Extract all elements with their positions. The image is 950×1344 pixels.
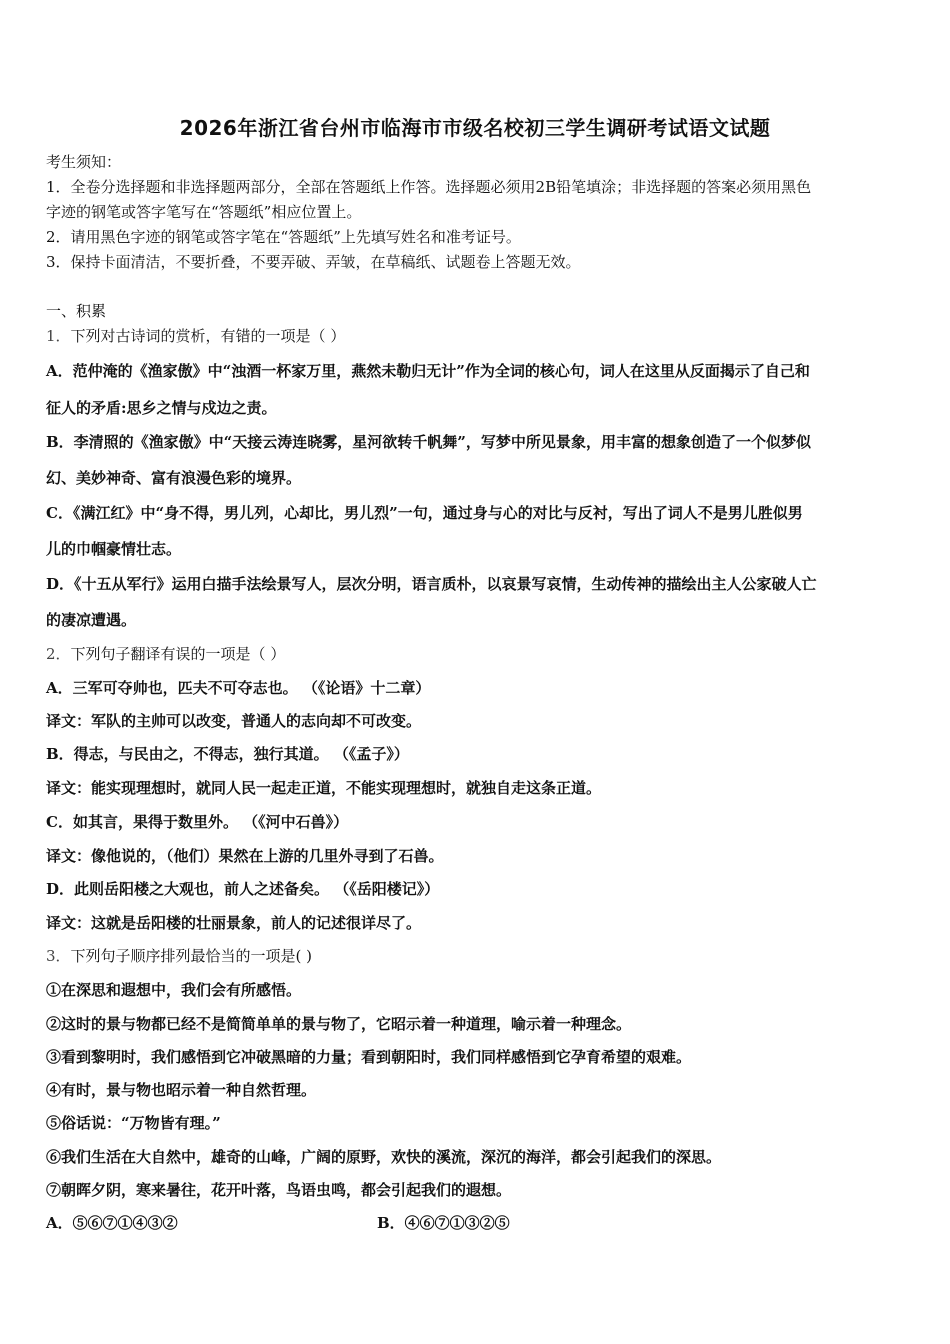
q1-option-a-line1: A．范仲淹的《渔家傲》中“浊酒一杯家万里，燕然未勒归无计”作为全词的核心句，词人在这里从反面揭示了自己和: [46, 362, 810, 380]
question-2-stem: [46, 644, 285, 664]
q1-option-c-line2: 儿的巾帼豪情壮志。: [46, 540, 182, 558]
q2-option-c-translation: 译文：像他说的，（他们）果然在上游的几里外寻到了石兽。: [46, 847, 444, 865]
q3-sentence-5: ⑤俗话说：“万物皆有理。”: [46, 1114, 221, 1132]
q3-sentence-7: ⑦朝晖夕阴，寒来暑往，花开叶落，鸟语虫鸣，都会引起我们的遐想。: [46, 1181, 512, 1199]
q3-sentence-1: ①在深思和遐想中，我们会有所感悟。: [46, 981, 302, 999]
q3-sentence-2: ②这时的景与物都已经不是简简单单的景与物了，它昭示着一种道理，喻示着一种理念。: [46, 1015, 632, 1033]
q3-option-a: A．⑤⑥⑦①④③②: [46, 1214, 178, 1232]
question-1-stem: [46, 326, 345, 346]
q2-option-a-translation: 译文：军队的主帅可以改变，普通人的志向却不可改变。: [46, 712, 422, 730]
q1-option-b-line2: 幻、美妙神奇、富有浪漫色彩的境界。: [46, 469, 302, 487]
q1-option-d-line2: 的凄凉遭遇。: [46, 611, 137, 629]
question-number: 3．: [46, 947, 71, 965]
q1-option-b-line1: B．李清照的《渔家傲》中“天接云涛连晓雾，星河欲转千帆舞”，写梦中所见景象，用丰富的想象创造了一个似梦似: [46, 433, 811, 451]
q3-sentence-6: ⑥我们生活在大自然中，雄奇的山峰，广阔的原野，欢快的溪流，深沉的海洋，都会引起我们的深思。: [46, 1148, 722, 1166]
q3-sentence-4: ④有时，景与物也昭示着一种自然哲理。: [46, 1081, 317, 1099]
q2-option-b: B．得志，与民由之，不得志，独行其道。 （《孟子》）: [46, 745, 409, 763]
section-heading: 一、积累: [46, 302, 107, 320]
notice-item: 2．请用黑色字迹的钢笔或答字笔在“答题纸”上先填写姓名和准考证号。: [46, 228, 521, 246]
question-text: 下列对古诗词的赏析，有错的一项是（ ）: [70, 327, 346, 345]
q3-option-b: B．④⑥⑦①③②⑤: [377, 1214, 510, 1232]
exam-title: 2026年浙江省台州市临海市市级名校初三学生调研考试语文试题: [179, 116, 771, 140]
q1-option-c-line1: C．《满江红》中“身不得，男儿列，心却比，男儿烈”一句，通过身与心的对比与反衬，写出了词人不是男儿胜似男: [46, 504, 803, 522]
q2-option-d: D．此则岳阳楼之大观也，前人之述备矣。 （《岳阳楼记》）: [46, 880, 440, 898]
notice-item: 3．保持卡面清洁，不要折叠，不要弄破、弄皱，在草稿纸、试题卷上答题无效。: [46, 253, 581, 271]
q2-option-d-translation: 译文：这就是岳阳楼的壮丽景象，前人的记述很详尽了。: [46, 914, 422, 932]
question-number: 1．: [46, 327, 71, 345]
q2-option-c: C．如其言，果得于数里外。 （《河中石兽》）: [46, 813, 349, 831]
q2-option-b-translation: 译文：能实现理想时，就同人民一起走正道，不能实现理想时，就独自走这条正道。: [46, 779, 602, 797]
question-3-stem: [46, 946, 312, 966]
q3-sentence-3: ③看到黎明时，我们感悟到它冲破黑暗的力量；看到朝阳时，我们同样感悟到它孕育希望的艰难。: [46, 1048, 692, 1066]
notice-item: 字迹的钢笔或答字笔写在“答题纸”相应位置上。: [46, 203, 362, 221]
question-text: 下列句子翻译有误的一项是（ ）: [70, 645, 286, 663]
notice-item: 1．全卷分选择题和非选择题两部分，全部在答题纸上作答。选择题必须用2B铅笔填涂；非选择题的答案必须用黑色: [46, 178, 812, 196]
notice-heading: 考生须知：: [46, 153, 122, 171]
q2-option-a: A．三军可夺帅也，匹夫不可夺志也。 （《论语》十二章）: [46, 679, 431, 697]
question-text: 下列句子顺序排列最恰当的一项是( ): [70, 947, 313, 965]
question-number: 2．: [46, 645, 71, 663]
q1-option-d-line1: D．《十五从军行》运用白描手法绘景写人，层次分明，语言质朴，以哀景写哀情，生动传神的描绘出主人公家破人亡: [46, 575, 817, 593]
q1-option-a-line2: 征人的矛盾:思乡之情与戍边之责。: [46, 399, 277, 417]
